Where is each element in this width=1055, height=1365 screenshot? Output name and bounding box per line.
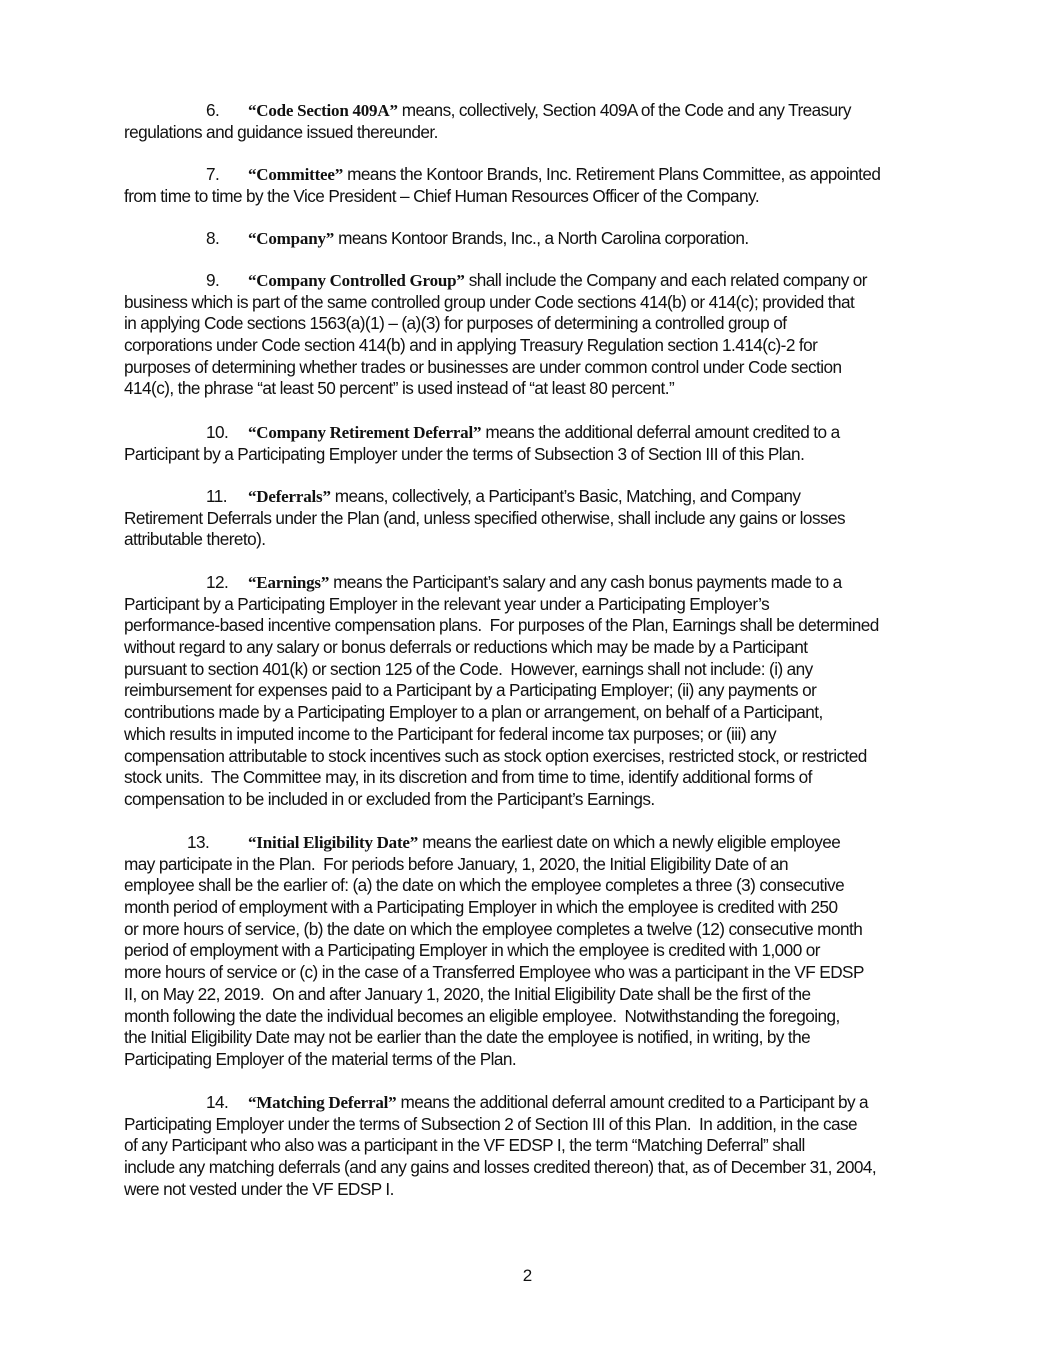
definition-paragraph xyxy=(124,422,944,465)
definition-text: month following the date the individual becomes an eligible employee. Notwithstanding the foregoing, xyxy=(124,1005,840,1026)
text-line xyxy=(124,1049,944,1071)
definition-text: Participating Employer of the material terms of the Plan. xyxy=(124,1048,517,1069)
text-line xyxy=(124,1092,944,1114)
definition-text: contributions made by a Participating Employer to a plan or arrangement, on behalf of a Participant, xyxy=(124,702,823,723)
definition-text: Participating Employer under the terms of Subsection 2 of Section III of this Plan. In addition, in the case xyxy=(124,1113,858,1134)
defined-term: “Company Retirement Deferral” xyxy=(248,423,482,442)
definition-number: 10. xyxy=(206,422,229,442)
text-line xyxy=(124,1157,944,1179)
definition-number: 8. xyxy=(206,228,220,248)
text-line xyxy=(124,357,944,379)
text-line xyxy=(124,637,944,659)
definition-paragraph xyxy=(124,486,944,551)
definition-text: which results in imputed income to the Participant for federal income tax purposes; or (iii) any xyxy=(124,723,777,744)
text-line xyxy=(124,100,944,122)
definition-paragraph xyxy=(124,228,944,250)
text-line xyxy=(124,378,944,400)
definition-text: Participant by a Participating Employer under the terms of Subsection 3 of Section III of this Plan. xyxy=(124,443,805,464)
definition-text: more hours of service or (c) in the case of a Transferred Employee who was a participant in the VF EDSP xyxy=(124,962,864,983)
definition-text: without regard to any salary or bonus deferrals or reductions which may be made by a Participant xyxy=(124,637,808,658)
text-line xyxy=(124,572,944,594)
definition-paragraph xyxy=(124,572,944,811)
defined-term: “Deferrals” xyxy=(248,487,331,506)
definition-paragraph xyxy=(124,164,944,207)
text-line xyxy=(124,832,944,854)
text-line xyxy=(124,122,944,144)
text-line xyxy=(124,897,944,919)
definition-text: means the Kontoor Brands, Inc. Retirement Plans Committee, as appointed xyxy=(343,164,881,184)
text-line xyxy=(124,1179,944,1201)
defined-term: “Code Section 409A” xyxy=(248,101,398,120)
defined-term: “Company” xyxy=(248,229,335,248)
text-line xyxy=(124,529,944,551)
text-line xyxy=(124,186,944,208)
text-line xyxy=(124,702,944,724)
definition-text: corporations under Code section 414(b) and in applying Treasury Regulation section 1.414(c)-2 for xyxy=(124,335,818,356)
page-number: 2 xyxy=(522,1266,533,1285)
definition-text: reimbursement for expenses paid to a Participant by a Participating Employer; (ii) any payments or xyxy=(124,680,817,701)
text-line xyxy=(124,292,944,314)
text-line xyxy=(124,1114,944,1136)
definition-text: II, on May 22, 2019. On and after January 1, 2020, the Initial Eligibility Date shall be the first of the xyxy=(124,983,811,1004)
text-line xyxy=(124,919,944,941)
definition-text: Retirement Deferrals under the Plan (and, unless specified otherwise, shall include any gains or losses xyxy=(124,507,846,528)
definition-text: were not vested under the VF EDSP I. xyxy=(124,1178,394,1199)
definition-text: regulations and guidance issued thereunder. xyxy=(124,121,438,142)
definition-text: compensation to be included in or excluded from the Participant’s Earnings. xyxy=(124,788,655,809)
text-line xyxy=(124,1027,944,1049)
definition-text: include any matching deferrals (and any gains and losses credited thereon) that, as of December 31, 2004, xyxy=(124,1157,877,1178)
text-line xyxy=(124,746,944,768)
definition-text: purposes of determining whether trades or businesses are under common control under Code section xyxy=(124,356,842,377)
definition-text: means, collectively, a Participant’s Basic, Matching, and Company xyxy=(330,486,801,506)
definition-text: business which is part of the same controlled group under Code sections 414(b) or 414(c); provided that xyxy=(124,291,855,312)
definition-text: performance-based incentive compensation plans. For purposes of the Plan, Earnings shall be determined xyxy=(124,615,879,636)
definition-text: stock units. The Committee may, in its discretion and from time to time, identify additional forms of xyxy=(124,767,812,788)
definition-text: means the Participant’s salary and any cash bonus payments made to a xyxy=(329,572,842,592)
definition-number: 6. xyxy=(206,100,220,120)
text-line xyxy=(124,335,944,357)
definition-text: of any Participant who also was a participant in the VF EDSP I, the term “Matching Deferral” shall xyxy=(124,1135,805,1156)
definition-text: the Initial Eligibility Date may not be earlier than the date the employee is notified, in writing, by the xyxy=(124,1027,811,1048)
text-line xyxy=(124,313,944,335)
definition-number: 11. xyxy=(206,486,227,506)
definition-paragraph xyxy=(124,1092,944,1200)
text-line xyxy=(124,486,944,508)
text-line xyxy=(124,659,944,681)
definition-number: 9. xyxy=(206,270,220,290)
text-line xyxy=(124,228,944,250)
text-line xyxy=(124,270,944,292)
text-line xyxy=(124,767,944,789)
definition-number: 14. xyxy=(206,1092,229,1112)
defined-term: “Company Controlled Group” xyxy=(248,271,465,290)
definition-text: pursuant to section 401(k) or section 125 of the Code. However, earnings shall not include: (i) any xyxy=(124,658,813,679)
definition-text: shall include the Company and each related company or xyxy=(464,270,867,290)
text-line xyxy=(124,875,944,897)
text-line xyxy=(124,962,944,984)
text-line xyxy=(124,1006,944,1028)
text-line xyxy=(124,164,944,186)
defined-term: “Matching Deferral” xyxy=(248,1093,397,1112)
defined-term: “Initial Eligibility Date” xyxy=(248,833,419,852)
definition-text: Participant by a Participating Employer in the relevant year under a Participating Employer’s xyxy=(124,593,770,614)
definition-number: 13. xyxy=(187,832,210,852)
defined-term: “Earnings” xyxy=(248,573,330,592)
definition-text: means the additional deferral amount credited to a xyxy=(481,422,840,442)
text-line xyxy=(124,680,944,702)
definition-text: means, collectively, Section 409A of the Code and any Treasury xyxy=(397,100,851,120)
text-line xyxy=(124,594,944,616)
definition-text: in applying Code sections 1563(a)(1) – (a)(3) for purposes of determining a controlled group of xyxy=(124,313,787,334)
defined-term: “Committee” xyxy=(248,165,344,184)
definition-paragraph xyxy=(124,270,944,400)
definition-text: means Kontoor Brands, Inc., a North Carolina corporation. xyxy=(334,228,749,248)
definition-paragraph xyxy=(124,100,944,143)
text-line xyxy=(124,854,944,876)
definition-text: compensation attributable to stock incentives such as stock option exercises, restricted stock, or restricted xyxy=(124,745,867,766)
definition-number: 12. xyxy=(206,572,229,592)
text-line xyxy=(124,422,944,444)
text-line xyxy=(124,615,944,637)
text-line xyxy=(124,940,944,962)
definition-text: 414(c), the phrase “at least 50 percent” is used instead of “at least 80 percent.” xyxy=(124,378,675,399)
definition-text: means the earliest date on which a newly eligible employee xyxy=(418,832,841,852)
definition-number: 7. xyxy=(206,164,220,184)
text-line xyxy=(124,508,944,530)
text-line xyxy=(124,724,944,746)
text-line xyxy=(124,789,944,811)
definition-text: from time to time by the Vice President – Chief Human Resources Officer of the Company. xyxy=(124,185,760,206)
definition-text: means the additional deferral amount credited to a Participant by a xyxy=(396,1092,869,1112)
text-line xyxy=(124,1135,944,1157)
text-line xyxy=(124,984,944,1006)
definition-text: employee shall be the earlier of: (a) the date on which the employee completes a three (3) consecutive xyxy=(124,875,845,896)
definition-text: attributable thereto). xyxy=(124,529,266,550)
text-line xyxy=(124,444,944,466)
definition-text: month period of employment with a Participating Employer in which the employee is credited with 250 xyxy=(124,897,838,918)
definition-text: period of employment with a Participating Employer in which the employee is credited with 1,000 or xyxy=(124,940,820,961)
definition-paragraph xyxy=(124,832,944,1071)
definition-text: may participate in the Plan. For periods before January, 1, 2020, the Initial Eligibility Date of an xyxy=(124,853,788,874)
definition-text: or more hours of service, (b) the date on which the employee completes a twelve (12) consecutive month xyxy=(124,918,863,939)
